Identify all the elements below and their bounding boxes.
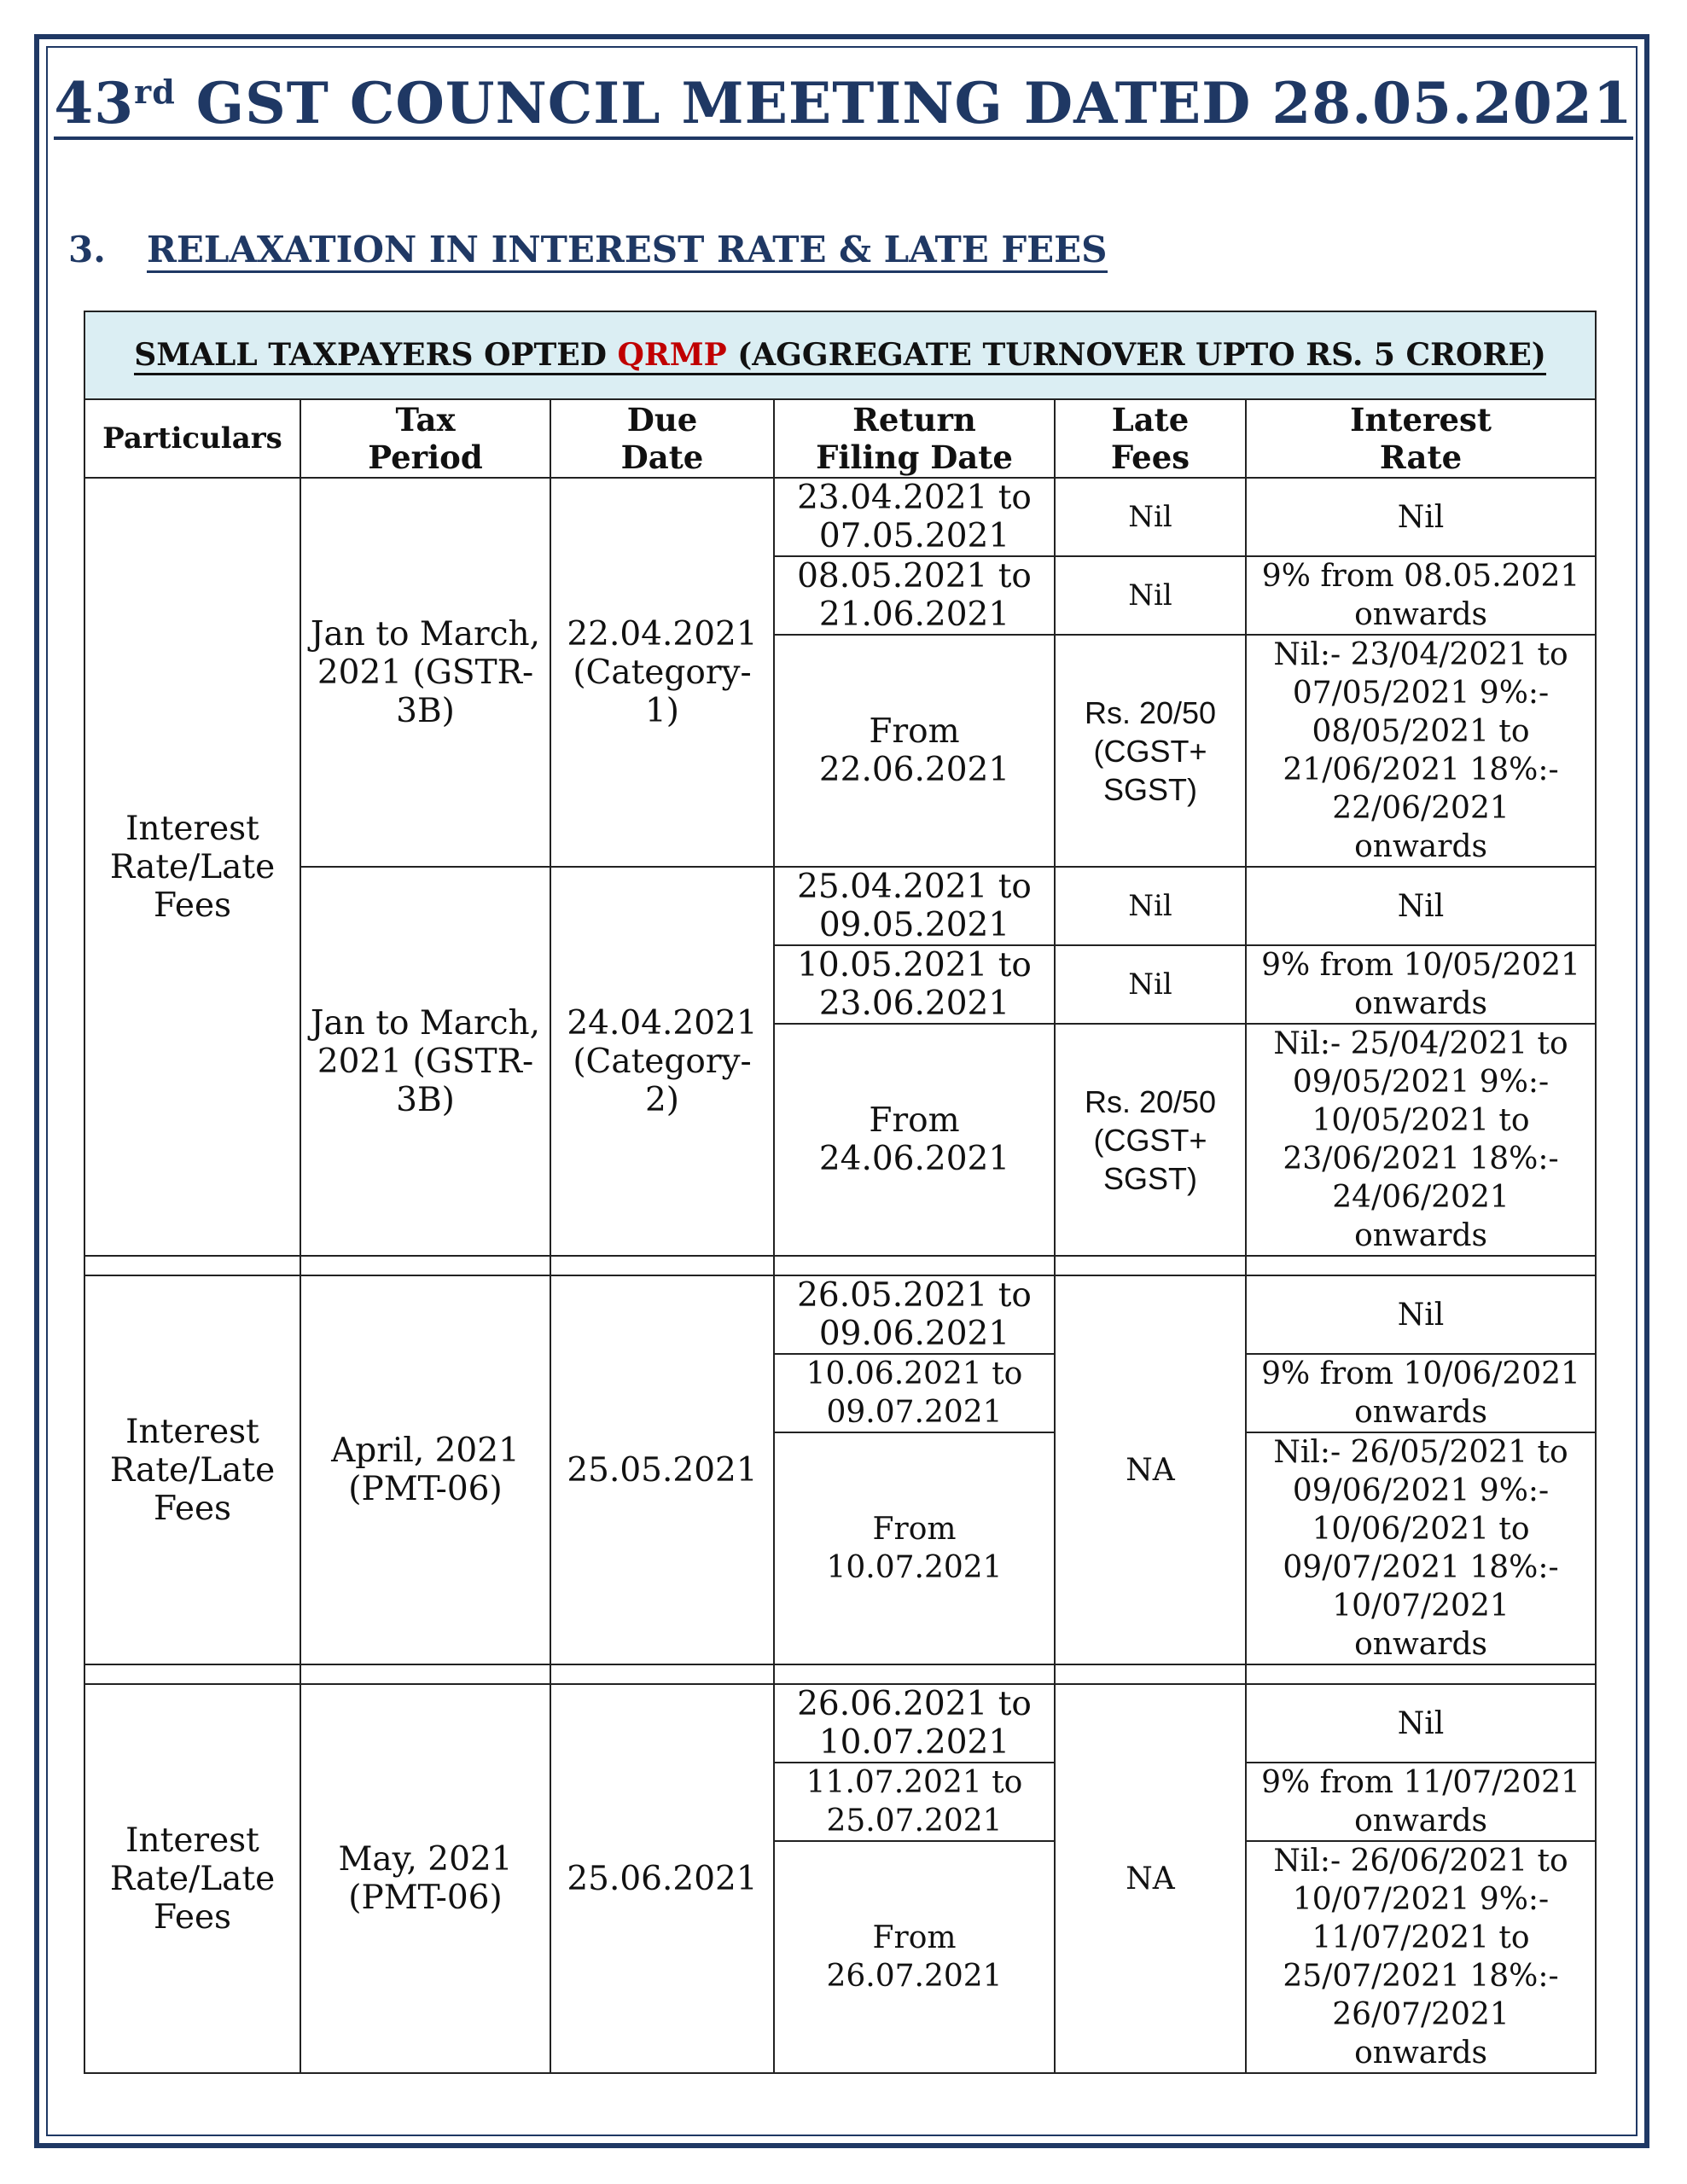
header-return-filing-date: Return Filing Date [774,399,1055,478]
banner-highlight-qrmp: QRMP [617,337,727,373]
interest-rate-cell: 9% from 11/07/2021 onwards [1246,1763,1596,1841]
interest-rate-cell: Nil:- 26/06/2021 to 10/07/2021 9%:- 11/07/2021 to 25/07/2021 18%:- 26/07/2021 onwards [1246,1841,1596,2073]
tax-period-cell: Jan to March, 2021 (GSTR-3B) [300,867,550,1256]
interest-rate-cell: Nil [1246,1684,1596,1763]
interest-rate-cell: Nil:- 23/04/2021 to 07/05/2021 9%:- 08/05/2021 to 21/06/2021 18%:- 22/06/2021 onwards [1246,635,1596,867]
section-heading [68,229,1108,270]
filing-date-cell: 23.04.2021 to 07.05.2021 [774,478,1055,556]
header-due-date: Due Date [550,399,774,478]
filing-date-cell: From 22.06.2021 [774,635,1055,867]
interest-rate-cell: Nil [1246,867,1596,945]
due-date-cell: 22.04.2021 (Category-1) [550,478,774,867]
filing-date-cell: 25.04.2021 to 09.05.2021 [774,867,1055,945]
spacer-row [84,1664,1596,1684]
particulars-cell: Interest Rate/Late Fees [84,1684,300,2073]
table-row [84,1684,1596,1763]
header-late-fees: Late Fees [1055,399,1246,478]
table-banner [84,311,1596,399]
late-fee-cell: Nil [1055,556,1246,635]
late-fee-cell: Nil [1055,478,1246,556]
late-fee-cell: Nil [1055,867,1246,945]
late-fee-cell: NA [1055,1275,1246,1664]
table-row [84,867,1596,945]
title-number: 43 [54,70,135,136]
tax-period-cell: Jan to March, 2021 (GSTR-3B) [300,478,550,867]
spacer-row [84,1256,1596,1275]
filing-date-cell: 11.07.2021 to 25.07.2021 [774,1763,1055,1841]
filing-date-cell: 10.06.2021 to 09.07.2021 [774,1354,1055,1432]
tax-period-cell: April, 2021 (PMT-06) [300,1275,550,1664]
header-tax-period: Tax Period [300,399,550,478]
late-fee-cell: Rs. 20/50 (CGST+ SGST) [1055,635,1246,867]
header-row [84,399,1596,478]
filing-date-cell: 26.06.2021 to 10.07.2021 [774,1684,1055,1763]
table-row [84,1275,1596,1354]
late-fee-cell: NA [1055,1684,1246,2073]
title-ordinal: rd [134,73,176,111]
particulars-cell: Interest Rate/Late Fees [84,1275,300,1664]
due-date-cell: 25.05.2021 [550,1275,774,1664]
due-date-cell: 25.06.2021 [550,1684,774,2073]
relaxation-table [84,311,1597,2074]
interest-rate-cell: 9% from 10/06/2021 onwards [1246,1354,1596,1432]
interest-rate-cell: 9% from 10/05/2021 onwards [1246,945,1596,1024]
header-interest-rate: Interest Rate [1246,399,1596,478]
filing-date-cell: From 24.06.2021 [774,1024,1055,1256]
late-fee-cell: Nil [1055,945,1246,1024]
table-row [84,478,1596,556]
interest-rate-cell: Nil:- 25/04/2021 to 09/05/2021 9%:- 10/05/2021 to 23/06/2021 18%:- 24/06/2021 onwards [1246,1024,1596,1256]
interest-rate-cell: Nil [1246,478,1596,556]
filing-date-cell: 26.05.2021 to 09.06.2021 [774,1275,1055,1354]
title-text: GST COUNCIL MEETING DATED 28.05.2021 [175,70,1633,136]
due-date-cell: 24.04.2021 (Category-2) [550,867,774,1256]
banner-text-after: (AGGREGATE TURNOVER UPTO RS. 5 CRORE) [726,337,1546,373]
late-fee-cell: Rs. 20/50 (CGST+ SGST) [1055,1024,1246,1256]
section-number: 3. [68,229,106,270]
header-particulars: Particulars [84,399,300,478]
particulars-cell: Interest Rate/Late Fees [84,478,300,1256]
tax-period-cell: May, 2021 (PMT-06) [300,1684,550,2073]
banner-row [84,311,1596,399]
page-title [0,70,1687,136]
interest-rate-cell: Nil:- 26/05/2021 to 09/06/2021 9%:- 10/06/2021 to 09/07/2021 18%:- 10/07/2021 onwards [1246,1432,1596,1664]
filing-date-cell: From 10.07.2021 [774,1432,1055,1664]
interest-rate-cell: 9% from 08.05.2021 onwards [1246,556,1596,635]
interest-rate-cell: Nil [1246,1275,1596,1354]
section-title: RELAXATION IN INTEREST RATE & LATE FEES [147,229,1108,273]
filing-date-cell: From 26.07.2021 [774,1841,1055,2073]
filing-date-cell: 08.05.2021 to 21.06.2021 [774,556,1055,635]
filing-date-cell: 10.05.2021 to 23.06.2021 [774,945,1055,1024]
banner-text-before: SMALL TAXPAYERS OPTED [134,337,618,373]
